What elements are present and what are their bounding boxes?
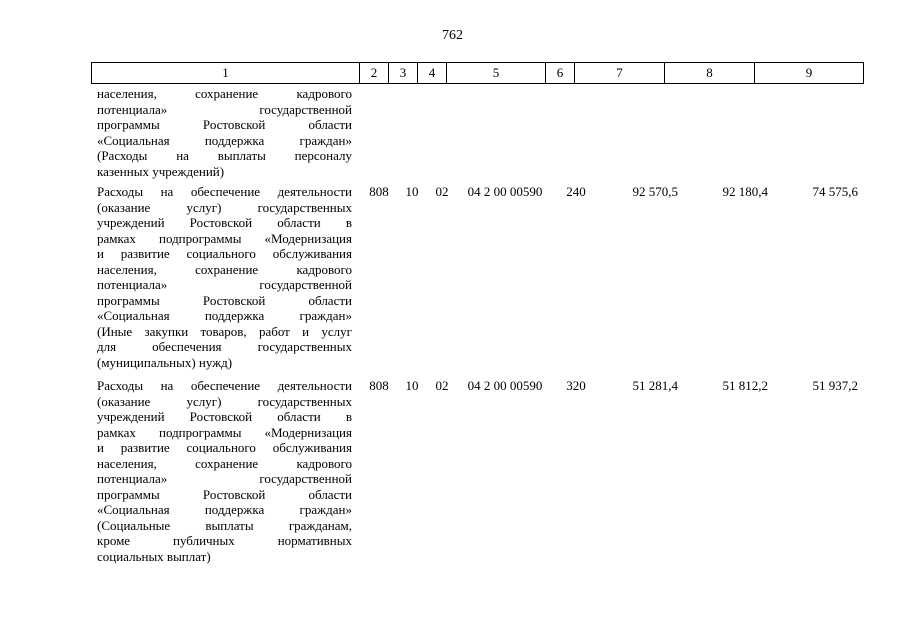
target-article-code: 04 2 00 00590 xyxy=(467,184,543,199)
subsection-code: 02 xyxy=(435,184,449,199)
amount-year-1: 51 281,4 xyxy=(632,378,678,393)
description-line: «Социальная поддержка граждан» xyxy=(97,132,352,148)
description-line: программы Ростовской области xyxy=(97,117,352,132)
description-line: казенных учреждений) xyxy=(97,163,225,179)
column-header: 9 xyxy=(755,63,864,84)
description-line: программы Ростовской области xyxy=(97,486,352,502)
description-line: рамках подпрограммы «Модернизация xyxy=(97,230,352,246)
description-line: и развитие социального обслуживания xyxy=(97,440,352,455)
expense-description xyxy=(97,184,352,370)
description-line: программы Ростовской области xyxy=(97,292,352,308)
description-line: рамках подпрограммы «Модернизация xyxy=(97,424,352,440)
description-line: потенциала» государственной xyxy=(97,101,352,117)
amount-year-1: 92 570,5 xyxy=(632,184,678,199)
column-header: 7 xyxy=(575,63,665,84)
description-line: учреждений Ростовской области в xyxy=(97,215,352,230)
description-line: (Расходы на выплаты персоналу xyxy=(97,148,352,163)
expense-type-code: 320 xyxy=(566,378,586,393)
admin-code: 808 xyxy=(369,184,389,199)
description-line: кроме публичных нормативных xyxy=(97,533,352,548)
description-line: населения, сохранение кадрового xyxy=(97,261,352,277)
description-line: «Социальная поддержка граждан» xyxy=(97,308,352,323)
description-line: потенциала» государственной xyxy=(97,471,352,486)
description-line: для обеспечения государственных xyxy=(97,339,352,354)
description-line: Расходы на обеспечение деятельности xyxy=(97,184,352,199)
column-header: 4 xyxy=(418,63,447,84)
description-line: Расходы на обеспечение деятельности xyxy=(97,378,352,393)
column-header: 2 xyxy=(360,63,389,84)
amount-year-2: 51 812,2 xyxy=(722,378,768,393)
description-line: и развитие социального обслуживания xyxy=(97,246,352,261)
subsection-code: 02 xyxy=(435,378,449,393)
page-number: 762 xyxy=(442,28,463,43)
description-line: (оказание услуг) государственных xyxy=(97,199,352,215)
amount-year-3: 51 937,2 xyxy=(812,378,858,393)
column-header: 8 xyxy=(665,63,755,84)
amount-year-2: 92 180,4 xyxy=(722,184,768,199)
description-line: (оказание услуг) государственных xyxy=(97,393,352,409)
column-header: 5 xyxy=(447,63,546,84)
description-line: социальных выплат) xyxy=(97,548,211,564)
amount-year-3: 74 575,6 xyxy=(812,184,858,199)
column-header-table xyxy=(91,62,864,84)
expense-description xyxy=(97,86,352,179)
expense-type-code: 240 xyxy=(566,184,586,199)
column-header: 6 xyxy=(546,63,575,84)
expense-description xyxy=(97,378,352,564)
description-line: (муниципальных) нужд) xyxy=(97,354,233,370)
column-header: 1 xyxy=(92,63,360,84)
description-line: «Социальная поддержка граждан» xyxy=(97,502,352,517)
column-header-row xyxy=(92,63,864,84)
section-code: 10 xyxy=(405,378,419,393)
description-line: населения, сохранение кадрового xyxy=(97,86,352,101)
admin-code: 808 xyxy=(369,378,389,393)
description-line: (Социальные выплаты гражданам, xyxy=(97,517,352,533)
description-line: (Иные закупки товаров, работ и услуг xyxy=(97,323,352,339)
description-line: учреждений Ростовской области в xyxy=(97,409,352,424)
description-line: потенциала» государственной xyxy=(97,277,352,292)
column-header: 3 xyxy=(389,63,418,84)
section-code: 10 xyxy=(405,184,419,199)
target-article-code: 04 2 00 00590 xyxy=(467,378,543,393)
description-line: населения, сохранение кадрового xyxy=(97,455,352,471)
